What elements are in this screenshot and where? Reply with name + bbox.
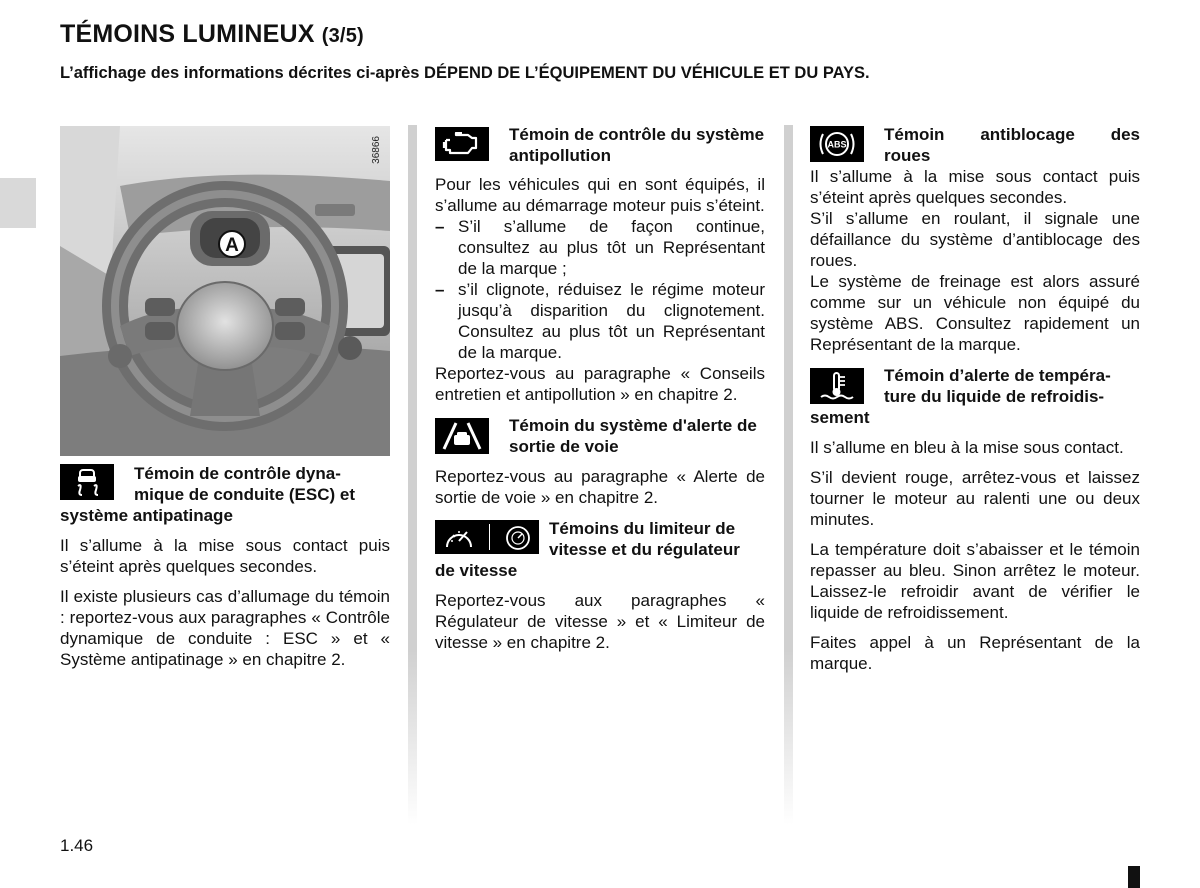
abs-title-1: Témoin antiblocage des <box>884 125 1140 144</box>
speed-paragraph: Reportez-vous aux paragraphes « Régulateur de vitesse » et « Limiteur de vitesse » en chapitre 2. <box>435 591 765 652</box>
column-separator <box>408 125 417 825</box>
abs-title-2: roues <box>884 146 931 165</box>
speed-title-3: de vitesse <box>435 561 518 580</box>
abs-paragraph: Il s’allume à la mise sous contact puis s’éteint après quelques secondes. <box>810 167 1140 207</box>
title-page-indicator: (3/5) <box>321 25 364 47</box>
page-edge-marker <box>1128 866 1140 888</box>
emission-intro: Pour les véhicules qui en sont équipés, il s’allume au démarrage moteur puis s’éteint. <box>435 175 765 215</box>
esc-paragraph: Il existe plusieurs cas d’allumage du témoin : reportez-vous aux paragraphes « Contrôle dynamique de conduite : ESC » et « Système antipatinage » en chapitre 2. <box>60 587 390 669</box>
page-number: 1.46 <box>60 836 94 855</box>
emission-title: Témoin de contrôle du système antipollution <box>509 125 765 165</box>
engine-icon <box>435 127 489 161</box>
abs-heading <box>810 124 1140 166</box>
speed-limiter-icon <box>435 520 539 554</box>
speed-limiter-gauge-icon <box>442 523 476 551</box>
callout-a: A <box>225 235 239 256</box>
esc-title-3: système antipatinage <box>60 506 233 525</box>
coolant-title-3: sement <box>810 408 870 427</box>
page-title <box>60 20 364 49</box>
esc-heading <box>60 463 390 526</box>
emission-heading <box>435 124 765 166</box>
column-1 <box>60 463 390 670</box>
lane-heading <box>435 415 765 457</box>
column-3 <box>810 124 1140 674</box>
page-subtitle: L’affichage des informations décrites ci-après DÉPEND DE L’ÉQUIPEMENT DU VÉHICULE ET DU PAYS. <box>60 64 870 82</box>
emission-outro: Reportez-vous au paragraphe « Conseils entretien et antipollution » en chapitre 2. <box>435 364 765 404</box>
steering-wheel-illustration <box>60 126 390 456</box>
emission-bullets <box>435 216 765 363</box>
lane-paragraph: Reportez-vous au paragraphe « Alerte de sortie de voie » en chapitre 2. <box>435 467 765 507</box>
column-2 <box>435 124 765 653</box>
abs-paragraph: Le système de freinage est alors assuré comme sur un véhicule non équipé du système ABS. Consultez rapidement un Représentant de la marque. <box>810 272 1140 354</box>
dashboard-figure <box>60 126 390 456</box>
abs-icon <box>810 126 864 162</box>
esc-paragraph: Il s’allume à la mise sous contact puis s’éteint après quelques secondes. <box>60 536 390 576</box>
coolant-temperature-icon <box>810 368 864 404</box>
speed-heading <box>435 518 765 581</box>
coolant-paragraph: La température doit s’abaisser et le témoin repasser au bleu. Sinon arrêtez le moteur. Laissez-le refroidir avant de vérifier le liquide de refroidissement. <box>810 540 1140 622</box>
speed-title-1: Témoins du limiteur de <box>549 519 736 538</box>
column-separator <box>784 125 793 825</box>
cruise-control-icon <box>503 523 533 551</box>
abs-paragraph: S’il s’allume en roulant, il signale une défaillance du système d’antiblocage des roues. <box>810 209 1140 270</box>
chapter-tab <box>0 178 36 228</box>
esc-title-2: mique de conduite (ESC) et <box>134 485 356 504</box>
coolant-heading <box>810 365 1140 428</box>
coolant-title-2: ture du liquide de refroidis- <box>884 387 1105 406</box>
abs-icon-text: ABS <box>827 139 847 150</box>
figure-reference-number: 36866 <box>371 136 382 164</box>
lane-title: Témoin du système d'alerte de sortie de voie <box>509 416 757 456</box>
coolant-paragraph: S’il devient rouge, arrêtez-vous et laissez tourner le moteur au ralenti une ou deux minutes. <box>810 468 1140 529</box>
list-item: – s’il clignote, réduisez le régime moteur jusqu’à disparition du clignotement. Consultez au plus tôt un Représentant de la marque. <box>435 279 765 363</box>
list-item: – S’il s’allume de façon continue, consultez au plus tôt un Représentant de la marque ; <box>435 216 765 279</box>
speed-title-2: vitesse et du régulateur <box>549 540 740 559</box>
esc-skid-icon <box>60 464 114 500</box>
coolant-paragraph: Faites appel à un Représentant de la marque. <box>810 633 1140 673</box>
esc-title-1: Témoin de contrôle dyna- <box>134 464 341 483</box>
coolant-title-1: Témoin d’alerte de tempéra- <box>884 366 1111 385</box>
lane-departure-icon <box>435 418 489 454</box>
title-text: TÉMOINS LUMINEUX <box>60 20 315 48</box>
coolant-paragraph: Il s’allume en bleu à la mise sous contact. <box>810 438 1124 457</box>
